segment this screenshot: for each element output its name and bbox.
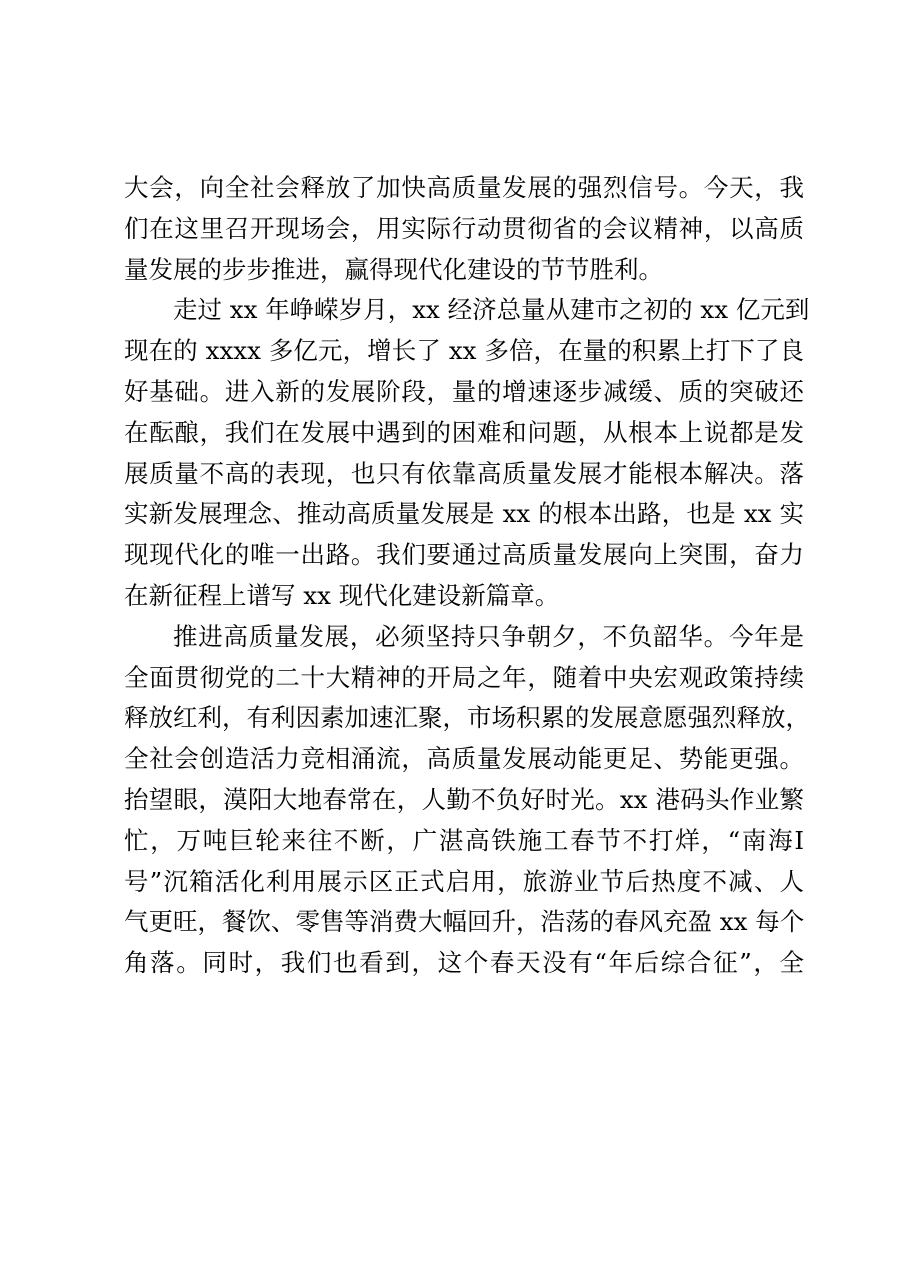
text-line-3: 量发展的步步推进，赢得现代化建设的节节胜利。	[124, 254, 663, 284]
text-line-18: 号”沉箱活化利用展示区正式启用，旅游业节后热度不减、人	[124, 866, 804, 896]
text-line-14: 释放红利，有利因素加速汇聚，市场积累的发展意愿强烈释放，	[124, 703, 810, 733]
text-line-19: 气更旺，餐饮、零售等消费大幅回升，浩荡的春风充盈 xx 每个	[124, 907, 805, 937]
text-line-4: 走过 xx 年峥嵘岁月，xx 经济总量从建市之初的 xx 亿元到	[173, 295, 810, 325]
text-line-20: 角落。同时，我们也看到，这个春天没有“年后综合征”，全	[124, 948, 804, 978]
text-line-9: 实新发展理念、推动高质量发展是 xx 的根本出路，也是 xx 实	[124, 499, 804, 529]
text-line-13: 全面贯彻党的二十大精神的开局之年，随着中央宏观政策持续	[124, 662, 804, 692]
text-line-16: 抬望眼，漠阳大地春常在，人勤不负好时光。xx 港码头作业繁	[124, 784, 804, 814]
text-line-7: 在酝酿，我们在发展中遇到的困难和问题，从根本上说都是发	[124, 417, 804, 447]
text-line-12: 推进高质量发展，必须坚持只争朝夕，不负韶华。今年是	[173, 621, 804, 651]
text-line-6: 好基础。进入新的发展阶段，量的增速逐步减缓、质的突破还	[124, 376, 804, 406]
text-line-17: 忙，万吨巨轮来往不断，广湛高铁施工春节不打烊，“南海Ⅰ	[124, 825, 804, 855]
body-text	[124, 168, 810, 984]
text-line-5: 现在的 xxxx 多亿元，增长了 xx 多倍，在量的积累上打下了良	[124, 336, 804, 366]
text-line-10: 现现代化的唯一出路。我们要通过高质量发展向上突围，奋力	[124, 540, 804, 570]
text-line-1: 大会，向全社会释放了加快高质量发展的强烈信号。今天，我	[124, 173, 804, 202]
text-line-15: 全社会创造活力竞相涌流，高质量发展动能更足、势能更强。	[124, 744, 804, 774]
text-line-8: 展质量不高的表现，也只有依靠高质量发展才能根本解决。落	[124, 458, 804, 488]
text-line-2: 们在这里召开现场会，用实际行动贯彻省的会议精神，以高质	[124, 213, 804, 243]
text-line-11: 在新征程上谱写 xx 现代化建设新篇章。	[124, 580, 560, 610]
